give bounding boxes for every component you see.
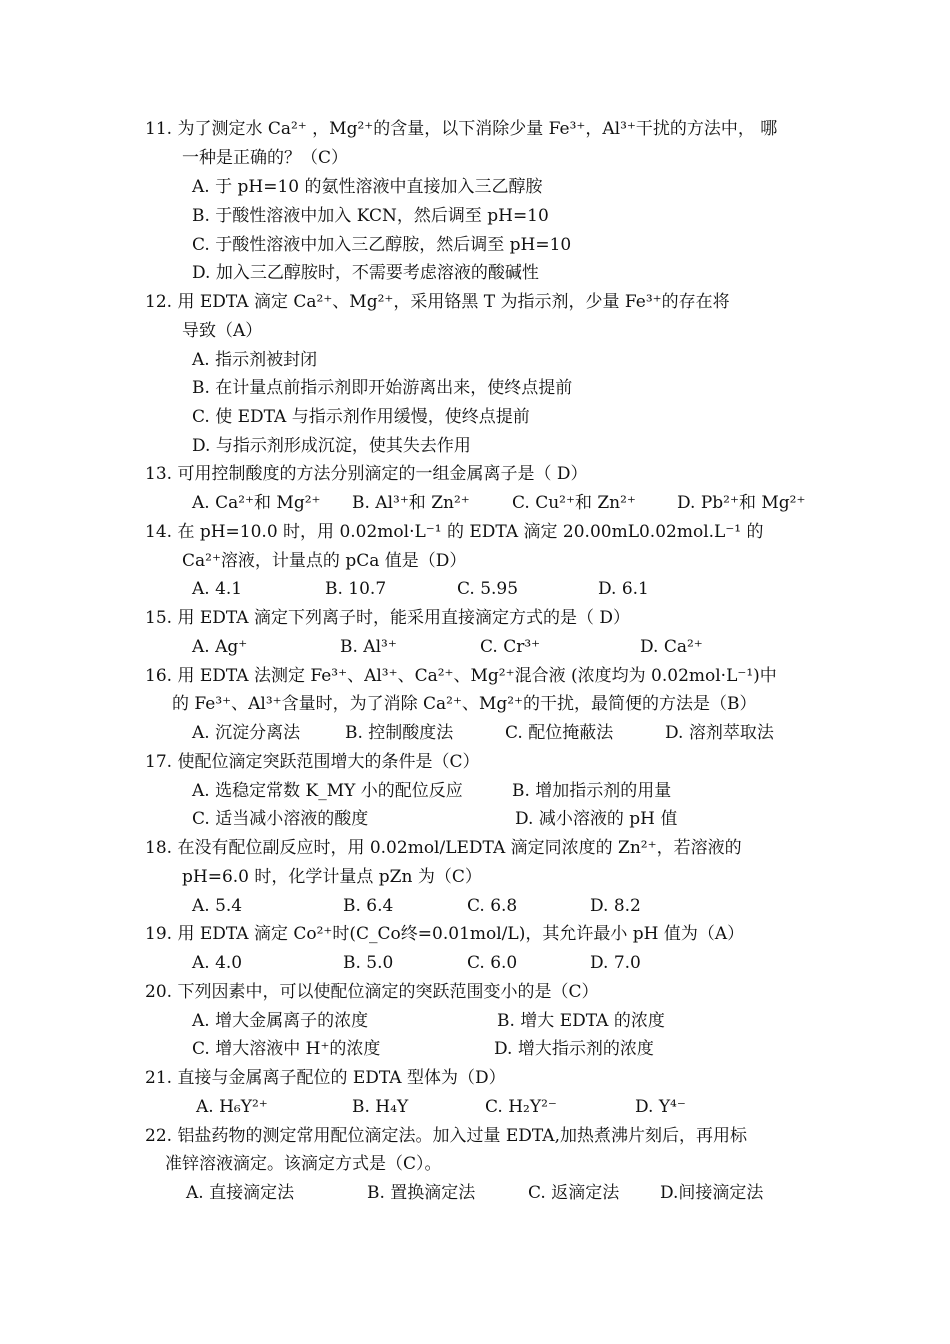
question-17-option-c: C. 适当减小溶液的酸度 (192, 809, 369, 829)
question-17-option-a: A. 选稳定常数 K_MY 小的配位反应 (192, 781, 463, 801)
question-12-option-d: D. 与指示剂形成沉淀，使其失去作用 (192, 436, 471, 456)
question-12-option-c: C. 使 EDTA 与指示剂作用缓慢，使终点提前 (192, 407, 530, 427)
question-19-option-c: C. 6.0 (467, 953, 518, 973)
question-12-option-a: A. 指示剂被封闭 (192, 350, 318, 370)
question-22-option-a: A. 直接滴定法 (186, 1183, 295, 1203)
question-15-option-b: B. Al³⁺ (340, 637, 397, 657)
question-19-option-b: B. 5.0 (343, 953, 394, 973)
question-20-option-b: B. 增大 EDTA 的浓度 (497, 1011, 665, 1031)
question-21-option-a: A. H₆Y²⁺ (196, 1097, 268, 1117)
question-20-option-a: A. 增大金属离子的浓度 (192, 1011, 369, 1031)
question-13-line-1: 13. 可用控制酸度的方法分别滴定的一组金属离子是（ D） (145, 464, 588, 484)
question-14-line-1: 14. 在 pH=10.0 时，用 0.02mol·L⁻¹ 的 EDTA 滴定 20.00mL0.02mol.L⁻¹ 的 (145, 522, 764, 542)
question-15-option-d: D. Ca²⁺ (640, 637, 703, 657)
question-11-option-b: B. 于酸性溶液中加入 KCN，然后调至 pH=10 (192, 206, 549, 226)
question-20-line-1: 20. 下列因素中，可以使配位滴定的突跃范围变小的是（C） (145, 982, 599, 1002)
question-12-line-1: 12. 用 EDTA 滴定 Ca²⁺、Mg²⁺，采用铬黑 T 为指示剂，少量 Fe³⁺的存在将 (145, 292, 730, 312)
question-22-option-d: D.间接滴定法 (660, 1183, 764, 1203)
question-12-line-2: 导致（A） (182, 321, 263, 341)
question-18-line-1: 18. 在没有配位副反应时，用 0.02mol/LEDTA 滴定同浓度的 Zn²⁺，若溶液的 (145, 838, 742, 858)
question-14-option-a: A. 4.1 (192, 579, 243, 599)
question-11-option-d: D. 加入三乙醇胺时，不需要考虑溶液的酸碱性 (192, 263, 539, 283)
question-21-line-1: 21. 直接与金属离子配位的 EDTA 型体为（D） (145, 1068, 506, 1088)
question-20-option-c: C. 增大溶液中 H⁺的浓度 (192, 1039, 381, 1059)
question-17-option-d: D. 减小溶液的 pH 值 (515, 809, 678, 829)
question-18-line-2: pH=6.0 时，化学计量点 pZn 为（C） (182, 867, 482, 887)
question-21-option-c: C. H₂Y²⁻ (485, 1097, 557, 1117)
question-16-option-b: B. 控制酸度法 (345, 723, 454, 743)
question-15-line-1: 15. 用 EDTA 滴定下列离子时，能采用直接滴定方式的是（ D） (145, 608, 631, 628)
question-21-option-d: D. Y⁴⁻ (635, 1097, 686, 1117)
question-13-option-c: C. Cu²⁺和 Zn²⁺ (512, 493, 636, 513)
question-13-option-d: D. Pb²⁺和 Mg²⁺ (677, 493, 806, 513)
question-16-option-d: D. 溶剂萃取法 (665, 723, 774, 743)
question-11-line-2: 一种是正确的？（C） (182, 148, 349, 168)
question-19-line-1: 19. 用 EDTA 滴定 Co²⁺时(C_Co终=0.01mol/L)，其允许最小 pH 值为（A） (145, 924, 745, 944)
question-15-option-a: A. Ag⁺ (192, 637, 248, 657)
question-17-option-b: B. 增加指示剂的用量 (512, 781, 672, 801)
question-16-option-a: A. 沉淀分离法 (192, 723, 301, 743)
question-14-option-d: D. 6.1 (598, 579, 649, 599)
question-22-option-c: C. 返滴定法 (528, 1183, 620, 1203)
question-22-option-b: B. 置换滴定法 (367, 1183, 476, 1203)
question-13-option-a: A. Ca²⁺和 Mg²⁺ (192, 493, 321, 513)
question-22-line-1: 22. 铝盐药物的测定常用配位滴定法。加入过量 EDTA,加热煮沸片刻后，再用标 (145, 1126, 747, 1146)
question-14-line-2: Ca²⁺溶液，计量点的 pCa 值是（D） (182, 551, 467, 571)
question-21-option-b: B. H₄Y (352, 1097, 409, 1117)
question-13-option-b: B. Al³⁺和 Zn²⁺ (352, 493, 470, 513)
question-18-option-a: A. 5.4 (192, 896, 243, 916)
question-11-line-1: 11. 为了测定水 Ca²⁺ ，Mg²⁺的含量，以下消除少量 Fe³⁺，Al³⁺干扰的方法中， 哪 (145, 119, 778, 139)
question-16-option-c: C. 配位掩蔽法 (505, 723, 614, 743)
question-20-option-d: D. 增大指示剂的浓度 (494, 1039, 654, 1059)
question-12-option-b: B. 在计量点前指示剂即开始游离出来，使终点提前 (192, 378, 573, 398)
question-11-option-c: C. 于酸性溶液中加入三乙醇胺，然后调至 pH=10 (192, 235, 572, 255)
question-14-option-c: C. 5.95 (457, 579, 519, 599)
question-17-line-1: 17. 使配位滴定突跃范围增大的条件是（C） (145, 752, 480, 772)
question-19-option-d: D. 7.0 (590, 953, 641, 973)
question-18-option-b: B. 6.4 (343, 896, 394, 916)
question-19-option-a: A. 4.0 (192, 953, 243, 973)
question-11-option-a: A. 于 pH=10 的氨性溶液中直接加入三乙醇胺 (192, 177, 543, 197)
question-16-line-2: 的 Fe³⁺、Al³⁺含量时，为了消除 Ca²⁺、Mg²⁺的干扰，最简便的方法是（B） (172, 694, 757, 714)
question-14-option-b: B. 10.7 (325, 579, 387, 599)
question-18-option-d: D. 8.2 (590, 896, 641, 916)
question-22-line-2: 准锌溶液滴定。该滴定方式是（C）。 (165, 1154, 442, 1174)
question-15-option-c: C. Cr³⁺ (480, 637, 541, 657)
question-18-option-c: C. 6.8 (467, 896, 518, 916)
question-16-line-1: 16. 用 EDTA 法测定 Fe³⁺、Al³⁺、Ca²⁺、Mg²⁺混合液 (浓度均为 0.02mol·L⁻¹)中 (145, 666, 777, 686)
